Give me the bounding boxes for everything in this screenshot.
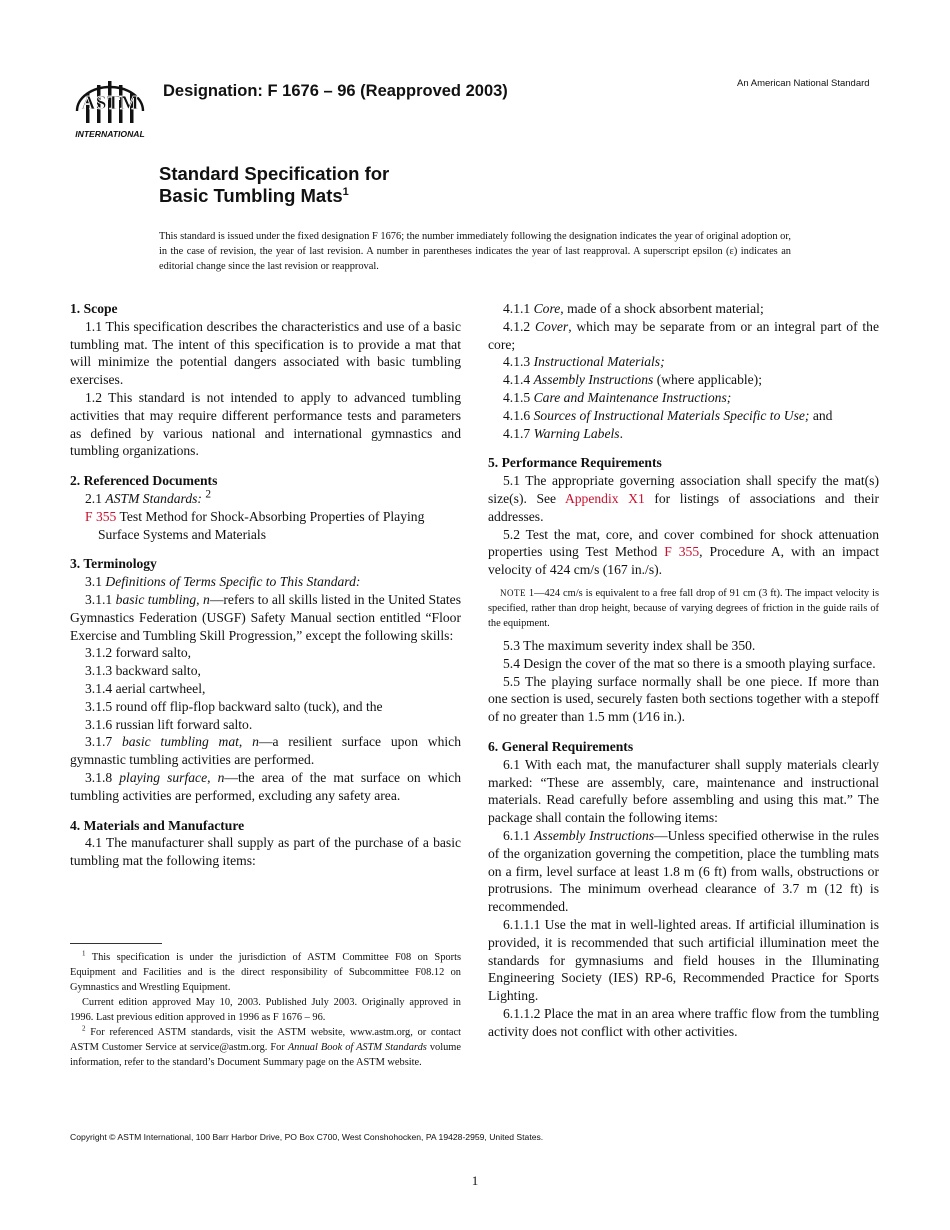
materials-4-1-2 (488, 318, 879, 354)
def-num: 3.1.8 (85, 769, 113, 785)
perf-text: 5.1 The appropriate governing association shall specify the mat(s) size(s). See (488, 473, 879, 506)
item-num: 4.1.3 (503, 354, 531, 370)
materials-heading: 4. Materials and Manufacture (70, 817, 245, 833)
general-6-1-1-2: 6.1.1.2 Place the mat in an area where traffic flow from the tumbling activity does not conflict with other activities. (488, 1005, 879, 1039)
def-text: —refers to all skills listed in the United States Gymnastics Federation (USGF) Safety Manual section entitled “Floor Exercise and Tumbling Skill Progression,” except the following skills: (70, 591, 461, 643)
materials-4-1-5 (488, 389, 879, 407)
skill-item: 3.1.6 russian lift forward salto. (85, 716, 253, 732)
ref-footnote-mark: 2 (205, 488, 212, 501)
skill-item: 3.1.3 backward salto, (85, 663, 201, 679)
note-text: 1—424 cm/s is equivalent to a free fall drop of 91 cm (3 ft). The impact velocity is specified, rather than drop height, because of varying degrees of friction in the guide rails of the equipment. (488, 587, 879, 629)
performance-5-4: 5.4 Design the cover of the mat so there is a smooth playing surface. (503, 655, 876, 671)
designation: Designation: F 1676 – 96 (Reapproved 2003) (163, 82, 508, 100)
item-text: and (809, 407, 833, 423)
appendix-x1-link[interactable]: Appendix X1 (564, 490, 645, 506)
def-num: 3.1.7 (85, 734, 113, 750)
item-text: , which may be separate from or an integral part of the core; (488, 318, 879, 352)
footnote-2-text-b: volume information, refer to the standard’s Document Summary page on the ASTM website. (70, 1042, 461, 1068)
footnote-2 (70, 1025, 461, 1070)
astm-logo (69, 73, 151, 139)
gen-term: Assembly Instructions (533, 827, 655, 843)
perf-text: 5.2 Test the mat, core, and cover combined for shock attenuation properties using Test Method (488, 526, 879, 560)
referenced-documents-heading: 2. Referenced Documents (70, 473, 218, 489)
item-text: . (619, 425, 623, 441)
right-column (488, 300, 879, 1040)
item-text: , made of a shock absorbent material; (560, 301, 764, 316)
skill-item: 3.1.5 round off flip-flop backward salto (tuck), and the (85, 698, 383, 714)
gen-num: 6.1.1 (503, 827, 531, 843)
copyright: Copyright © ASTM International, 100 Barr Harbor Drive, PO Box C700, West Conshohocken, PA 19428-2959, United States. (70, 1132, 544, 1142)
def-term: playing surface (119, 769, 208, 785)
skill-item: 3.1.2 forward salto, (85, 645, 192, 661)
skill-item: 3.1.4 aerial cartwheel, (85, 680, 206, 696)
terminology-3-1 (70, 573, 461, 591)
title-line-2 (159, 185, 389, 207)
materials-4-1-7 (488, 425, 879, 443)
footnote-2-text-a: For referenced ASTM standards, visit the ASTM website, www.astm.org, or contact ASTM Customer Service at service@astm.org. For (70, 1027, 461, 1053)
general-6-1-1-1: 6.1.1.1 Use the mat in well-lighted areas. If artificial illumination is provided, it is recommended that such artificial illumination meet the standards for gymnasiums and field houses in the Illuminating Engineering Society (IES) RP-6, Recommended Practice for Sports Lighting. (488, 916, 879, 1004)
def-text: —the area of the mat surface on which tumbling activities are performed, excluding any safety area. (70, 769, 461, 803)
note-label: NOTE (500, 587, 526, 598)
def-text: —a resilient surface upon which gymnastic tumbling activities are performed. (70, 734, 461, 768)
item-term: Cover (534, 318, 569, 334)
footnote-1-mark: 1 (82, 949, 86, 958)
materials-4-1-3 (488, 353, 879, 371)
def-pos: n (252, 734, 259, 750)
footnote-divider (70, 943, 162, 944)
scope-heading: 1. Scope (70, 301, 118, 316)
referenced-2-1 (70, 490, 461, 508)
logo-letters: ASTM (81, 92, 139, 114)
item-num: 4.1.6 (503, 407, 531, 423)
materials-4-1-1 (488, 300, 879, 318)
perf-text: for listings of associations and their addresses. (488, 490, 879, 524)
item-term: Warning Labels (533, 425, 620, 441)
item-term: Assembly Instructions (533, 372, 654, 388)
title-footnote-mark: 1 (342, 186, 349, 198)
page-number: 1 (471, 1173, 479, 1188)
materials-4-1-6 (488, 407, 879, 425)
materials-4-1: 4.1 The manufacturer shall supply as part of the purchase of a basic tumbling mat the following items: (70, 835, 461, 869)
def-term: basic tumbling mat (121, 734, 239, 750)
definition-3-1-8: 3.1.8 playing surface, n—the area of the mat surface on which tumbling activities are performed, excluding any safety area. (70, 769, 461, 803)
perf-text: in.). (659, 709, 686, 725)
ref-num: 2.1 (85, 490, 102, 506)
item-term: Sources of Instructional Materials Specific to Use; (533, 407, 810, 423)
scope-1-1: 1.1 This specification describes the characteristics and use of a basic tumbling mat. The intent of this specification is to provide a mat that will minimize the potential dangers associated with basic tumbling exercises. (70, 318, 461, 388)
f355-link[interactable]: F 355 (85, 508, 117, 524)
footnote-2-mark: 2 (82, 1024, 86, 1033)
general-6-1: 6.1 With each mat, the manufacturer shall supply materials clearly marked: “These are assembly, care, maintenance and instructional materials. Read carefully before assembling and using this mat.” The package shall contain the following items: (488, 756, 879, 826)
note-1 (488, 586, 879, 631)
footnote-1-edition: Current edition approved May 10, 2003. Published July 2003. Originally approved in 1996. Last previous edition approved in 1996 as F 1676 – 96. (70, 997, 461, 1023)
f355-link[interactable]: F 355 (664, 544, 700, 560)
gen-text: —Unless specified otherwise in the rules of the organization governing the competition, place the tumbling mats on a firm, level surface at least 1.8 m (6 ft) from walls, obstructions or protrusions. The minimum overhead clearance of 3.7 m (12 ft) is recommended. (488, 827, 879, 915)
footnote-1-text: This specification is under the jurisdiction of ASTM Committee F08 on Sports Equipment and Facilities and is the direct responsibility of Subcommittee F08.12 on Gymnastics and Wrestling Equipment. (70, 952, 461, 993)
reference-title: Test Method for Shock-Absorbing Properties of Playing Surface Systems and Materials (98, 508, 425, 542)
item-term: Instructional Materials; (533, 354, 665, 370)
perf-text: , Procedure A, with an impact velocity of 424 cm/s (167 in./s). (488, 544, 879, 578)
item-text: (where applicable); (653, 372, 762, 388)
footnotes (70, 950, 461, 1070)
definition-3-1-1: 3.1.1 basic tumbling, n—refers to all skills listed in the United States Gymnastics Federation (USGF) Safety Manual section entitled “Floor Exercise and Tumbling Skill Progression,” except the following skills: (70, 591, 461, 643)
def-num: 3.1.1 (85, 591, 113, 607)
item-term: Care and Maintenance Instructions; (533, 389, 732, 405)
ref-term: ASTM Standards: (105, 490, 202, 506)
general-heading: 6. General Requirements (488, 738, 634, 754)
performance-5-1 (488, 472, 879, 525)
title-line-2-text: Basic Tumbling Mats (159, 185, 343, 206)
item-num: 4.1.1 (503, 301, 531, 316)
logo-international: INTERNATIONAL (75, 129, 145, 139)
perf-text: 5.5 The playing surface normally shall be one piece. If more than one section is used, securely fasten both sections together with a stepoff of no greater than 1.5 mm ( (488, 673, 879, 725)
performance-heading: 5. Performance Requirements (488, 455, 662, 471)
performance-5-3: 5.3 The maximum severity index shall be 350. (503, 637, 756, 653)
item-num: 4.1.5 (503, 389, 531, 405)
fraction: 1⁄16 (637, 709, 660, 725)
scope-1-2: 1.2 This standard is not intended to apply to advanced tumbling activities that may require different performance tests and parameters as defined by various national and international gymnastics and tumbling organizations. (70, 389, 461, 459)
item-num: 4.1.4 (503, 372, 531, 388)
general-6-1-1 (488, 827, 879, 916)
def-pos: n (217, 769, 225, 785)
title-line-1: Standard Specification for (159, 163, 390, 184)
item-term: Core (533, 301, 561, 316)
reference-f355 (70, 508, 461, 544)
left-column (70, 300, 461, 870)
term-num: 3.1 (85, 574, 102, 590)
footnote-2-italic: Annual Book of ASTM Standards (287, 1042, 427, 1053)
item-num: 4.1.2 (503, 318, 531, 334)
document-title (159, 163, 389, 207)
footnote-1 (70, 950, 461, 995)
astm-logo-icon (69, 73, 151, 139)
def-pos: n (203, 591, 210, 607)
performance-5-5 (488, 673, 879, 726)
performance-5-2 (488, 526, 879, 579)
materials-4-1-4 (488, 371, 879, 389)
item-num: 4.1.7 (503, 425, 531, 441)
terminology-heading: 3. Terminology (70, 556, 157, 572)
american-national-standard-label: An American National Standard (737, 78, 870, 89)
def-term: basic tumbling (115, 591, 197, 607)
term-heading-italic: Definitions of Terms Specific to This Standard: (105, 574, 361, 590)
definition-3-1-7: 3.1.7 basic tumbling mat, n—a resilient surface upon which gymnastic tumbling activities are performed. (70, 734, 461, 768)
preface-notice: This standard is issued under the fixed designation F 1676; the number immediately following the designation indicates the year of original adoption or, in the case of revision, the year of last revision. A number in parentheses indicates the year of last reapproval. A superscript epsilon (ε) indicates an editorial change since the last revision or reapproval. (159, 231, 791, 272)
